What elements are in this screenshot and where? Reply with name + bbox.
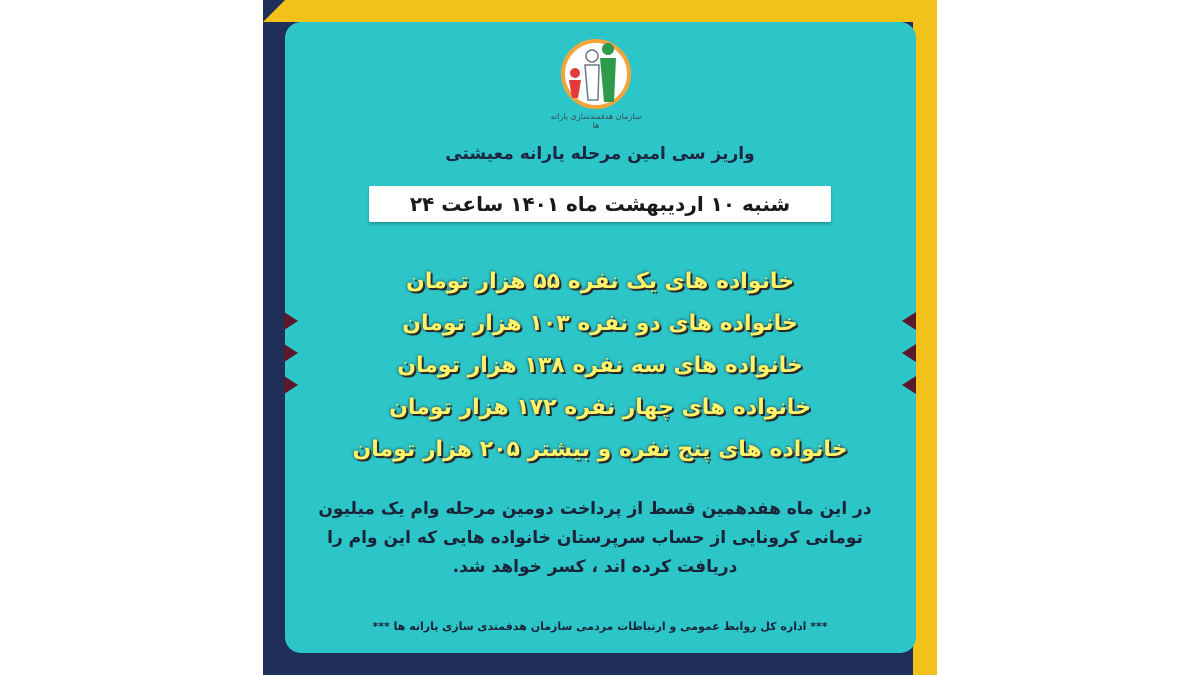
corner-decoration	[263, 0, 285, 22]
amount-line-2: خانواده های دو نفره ۱۰۳ هزار تومان	[402, 311, 798, 336]
amounts-list	[320, 262, 880, 472]
amount-line-1: خانواده های یک نفره ۵۵ هزار تومان	[406, 269, 794, 294]
arrow-left-icon	[284, 376, 298, 394]
date-banner: شنبه ۱۰ اردیبهشت ماه ۱۴۰۱ ساعت ۲۴	[369, 186, 831, 222]
arrow-left-icon	[284, 344, 298, 362]
arrow-left-icon	[284, 312, 298, 330]
arrow-right-icon	[902, 312, 916, 330]
arrow-right-icon	[902, 376, 916, 394]
amount-line-5: خانواده های پنج نفره و بیشتر ۲۰۵ هزار تومان	[352, 437, 848, 462]
right-stripe	[913, 0, 937, 675]
logo-caption: سازمان هدفمندسازی یارانه ها	[550, 112, 642, 130]
amount-line-3: خانواده های سه نفره ۱۳۸ هزار تومان	[397, 353, 803, 378]
top-stripe	[263, 0, 937, 22]
arrow-right-icon	[902, 344, 916, 362]
amount-line-4: خانواده های چهار نفره ۱۷۲ هزار تومان	[389, 395, 811, 420]
family-logo-icon	[558, 36, 634, 122]
announcement-paragraph: در این ماه هفدهمین قسط از پرداخت دومین مرحله وام یک میلیون تومانی کرونایی از حساب سرپرستان خانواده هایی که این وام را دریافت کرده اند ، کسر خواهد شد.	[318, 499, 872, 577]
page-title: واریز سی امین مرحله یارانه معیشتی	[445, 144, 755, 164]
footer-credit: *** اداره کل روابط عمومی و ارتباطات مردمی سازمان هدفمندی سازی یارانه ها ***	[372, 620, 828, 633]
